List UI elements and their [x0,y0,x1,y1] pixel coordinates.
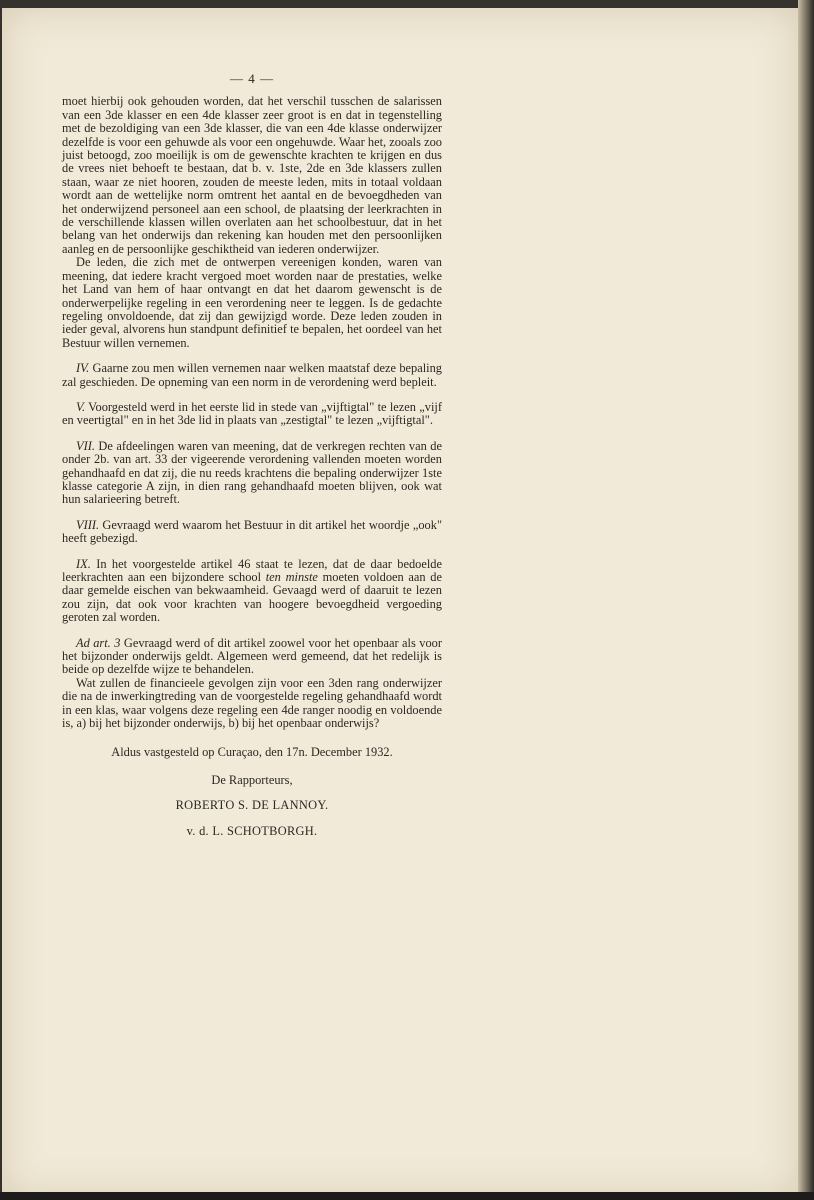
page-edge [798,0,814,1200]
section-emphasis: ten minste [265,570,318,584]
section-text: moeten voldoen aan de daar gemelde eischen van bekwaamheid. Gevaagd werd of daaruit te lezen zou zijn, dat ook voor krachten van hoogere bevoegdheid vergoeding geroten zal worden. [62,570,442,625]
paragraph-financial-question: Wat zullen de financieele gevolgen zijn voor een 3den rang onderwijzer die na de inwerkingtreding van de voorgestelde regeling gehandhaafd wordt in een klas, waar volgens deze regeling een 4de ranger noodig en voldoende is, a) bij het bijzonder onderwijs, b) bij het openbaar onderwijs? [62,675,442,731]
section-v [62,401,442,428]
section-ad-art-3 [62,637,442,677]
section-vii [62,440,442,507]
section-text: Voorgesteld werd in het eerste lid in stede van „vijftigtal" te lezen „vijf en veertigtal" en in het 3de lid in plaats van „zestigtal" te lezen „vijftigtal". [62,399,442,428]
section-text: Gevraagd werd of dit artikel zoowel voor het openbaar als voor het bijzonder onderwijs geldt. Algemeen werd gemeend, dat het redelijk is beide op dezelfde wijze te behandelen. [62,635,442,677]
signatory-2: v. d. L. SCHOTBORGH. [186,823,318,838]
place-date-line: Aldus vastgesteld op Curaçao, den 17n. December 1932. [111,745,393,760]
section-text: Gevraagd werd waarom het Bestuur in dit artikel het woordje „ook" heeft gebezigd. [62,517,442,546]
section-label: IV. [76,361,90,376]
section-label: VII. [76,438,95,453]
paragraph-1: moet hierbij ook gehouden worden, dat het verschil tusschen de salarissen van een 3de klasser en een 4de klasser zeer groot is en dat in tegenstelling met de bezoldiging van een 3de klasser, die van een 4de klasse onderwijzer dezelfde is voor een gehuwde als voor een ongehuwde. Waar het, zooals zoo juist betoogd, zoo moeilijk is om de gewenschte krachten te krijgen en dus de vrees niet behoeft te bestaan, dat b. v. 1ste, 2de en 3de klassers zullen staan, waar ze niet hooren, zouden de meeste leden, mits in totaal voldaan wordt aan de wettelijke norm omtrent het aantal en de bevoegdheden van het onderwijzend personeel aan een school, de plaatsing der leerkrachten in de verschillende klassen willen overlaten aan het schoolbestuur, dat in het belang van het onderwijs dan rekening kan houden met den persoonlijken aanleg en de persoonlijke geschiktheid van iederen onderwijzer. [62,94,442,256]
signatory-1: ROBERTO S. DE LANNOY. [175,798,329,813]
section-label: IX. [76,556,91,571]
section-text: Gaarne zou men willen vernemen naar welken maatstaf deze bepaling zal geschieden. De opneming van een norm in de verordening werd bepleit. [62,361,442,389]
section-text: De afdeelingen waren van meening, dat de verkregen rechten van de onder 2b. van art. 33 der vigeerende verordening vallenden moeten worden gehandhaafd en dat zij, die nu reeds krachtens die bepaling onderwijzer 1ste klasse categorie A zijn, in dien rang gehandhaafd moeten blijven, ook wat hun salarieering betreft. [62,438,442,507]
section-text: In het voorgestelde artikel 46 staat te lezen, dat de daar bedoelde leerkrachten aan een bijzondere school [62,556,442,584]
section-label: V. [76,399,86,414]
section-ix [62,558,442,625]
section-label: Ad art. 3 [76,635,121,650]
section-label: VIII. [76,517,100,532]
paragraph-2: De leden, die zich met de ontwerpen vereenigen konden, waren van meening, dat iedere kracht vergoed moet worden naar de prestaties, welke het Land van hem of haar ontvangt en dat het daarom gewenscht is de onderwerpelijke regeling in een verordening neer te leggen. Is de gedachte regeling onvoldoende, dat zij dan gewijzigd worde. Deze leden zouden in ieder geval, alvorens hun standpunt definitief te bepalen, het oordeel van het Bestuur willen vernemen. [62,255,442,350]
section-viii [62,519,442,546]
document-body [62,72,442,838]
rapporteurs-heading: De Rapporteurs, [211,772,293,787]
page-number: — 4 — [230,71,274,86]
scan-border [0,1192,814,1200]
section-iv [62,362,442,389]
